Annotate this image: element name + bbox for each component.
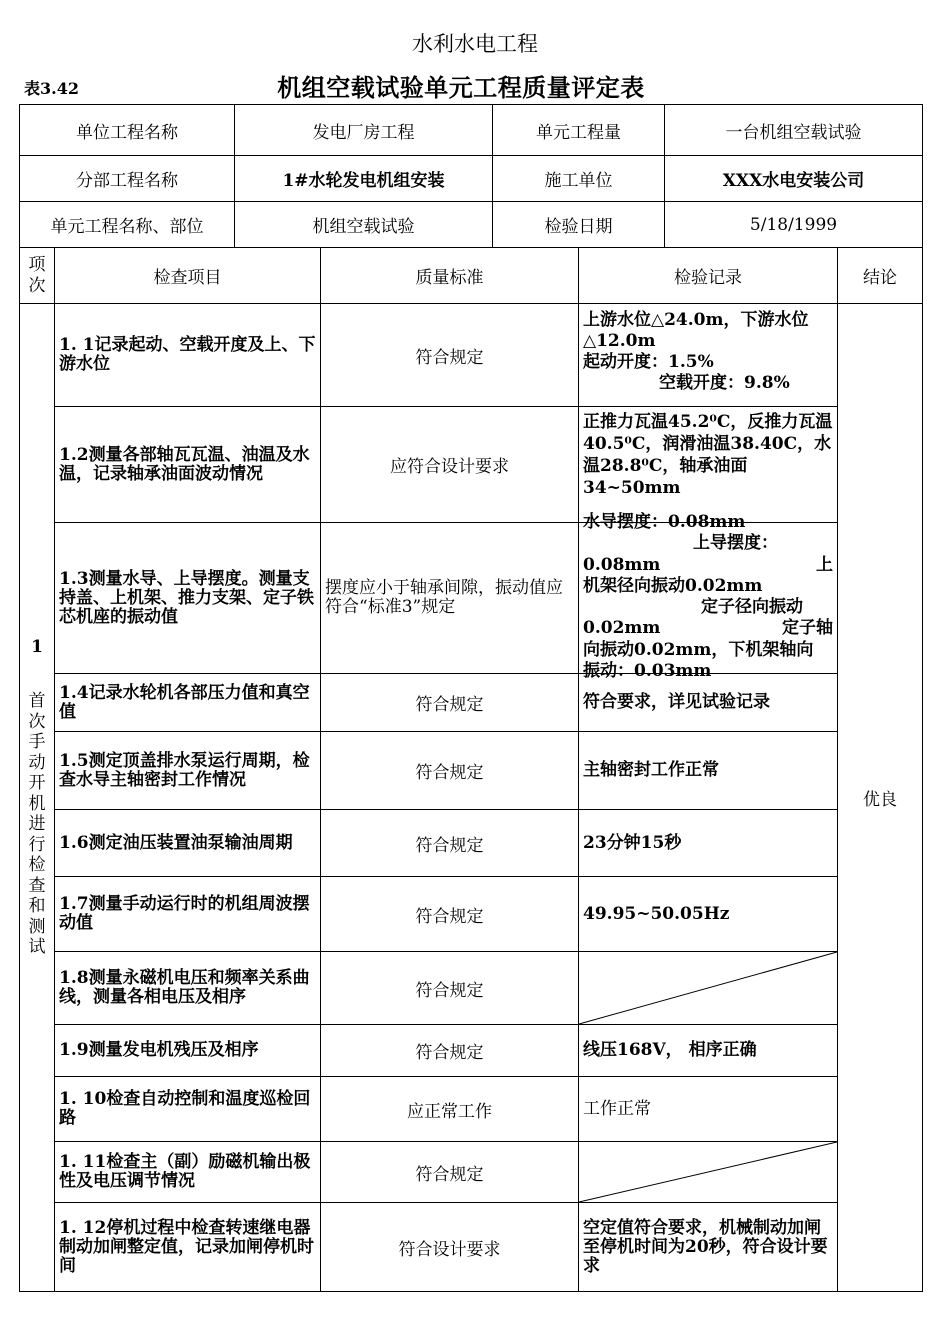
group-number: 1: [31, 637, 43, 658]
col-seq-header: 项次: [20, 248, 55, 304]
standard-cell: 符合规定: [321, 674, 579, 732]
table-row: [20, 1077, 923, 1142]
record-cell: 主轴密封工作正常: [579, 732, 838, 810]
record-cell: 符合要求，详见试验记录: [579, 674, 838, 732]
date-label: 检验日期: [493, 202, 665, 248]
standard-cell: 符合规定: [321, 877, 579, 952]
sub-project-value: 1#水轮发电机组安装: [235, 156, 493, 202]
element-value: 机组空载试验: [235, 202, 493, 248]
col-conclusion-header: 结论: [838, 248, 923, 304]
item-cell: 1.3测量水导、上导摆度。测量支持盖、上机架、推力支架、定子铁芯机座的振动值: [55, 523, 321, 674]
item-cell: 1.4记录水轮机各部压力值和真空值: [55, 674, 321, 732]
item-cell: 1.9测量发电机残压及相序: [55, 1025, 321, 1077]
group-cell: [20, 304, 55, 1292]
conclusion-cell: 优良: [838, 304, 923, 1292]
standard-cell: 符合规定: [321, 1025, 579, 1077]
diagonal-slash: [579, 952, 837, 1024]
table-row: [20, 1203, 923, 1292]
page-title: 机组空载试验单元工程质量评定表: [277, 73, 645, 102]
record-cell: 23分钟15秒: [579, 810, 838, 877]
table-row: [20, 1142, 923, 1203]
sub-project-label: 分部工程名称: [20, 156, 235, 202]
item-cell: 1.6测定油压装置油泵输油周期: [55, 810, 321, 877]
inspection-table: [19, 247, 923, 1292]
item-cell: 1.2测量各部轴瓦瓦温、油温及水温，记录轴承油面波动情况: [55, 407, 321, 523]
col-standard-header: 质量标准: [321, 248, 579, 304]
table-row: [20, 407, 923, 523]
item-cell: 1. 12停机过程中检查转速继电器制动加闸整定值，记录加闸停机时间: [55, 1203, 321, 1292]
standard-cell: 符合规定: [321, 952, 579, 1025]
group-name: 首次手动开机进行检查和测试: [28, 691, 46, 958]
date-value: 5/18/1999: [665, 202, 923, 248]
item-cell: 1.8测量永磁机电压和频率关系曲线，测量各相电压及相序: [55, 952, 321, 1025]
record-cell: 线压168V， 相序正确: [579, 1025, 838, 1077]
table-number: 表3.42: [24, 79, 79, 98]
unit-project-label: 单位工程名称: [20, 105, 235, 156]
column-header-row: [20, 248, 923, 304]
contractor-value: XXX水电安装公司: [665, 156, 923, 202]
header-info-table: [19, 104, 923, 248]
record-cell-empty: [579, 952, 838, 1025]
contractor-label: 施工单位: [493, 156, 665, 202]
diagonal-slash: [579, 1142, 837, 1202]
unit-project-value: 发电厂房工程: [235, 105, 493, 156]
table-row: [20, 810, 923, 877]
standard-cell: 符合规定: [321, 732, 579, 810]
standard-cell: 符合规定: [321, 810, 579, 877]
record-cell-empty: [579, 1142, 838, 1203]
table-row: [20, 732, 923, 810]
standard-cell: 摆度应小于轴承间隙，振动值应符合“标准3”规定: [321, 523, 579, 674]
col-record-header: 检验记录: [579, 248, 838, 304]
table-row: [20, 523, 923, 674]
col-item-header: 检查项目: [55, 248, 321, 304]
record-cell: 49.95~50.05Hz: [579, 877, 838, 952]
standard-cell: 应正常工作: [321, 1077, 579, 1142]
record-cell: 正推力瓦温45.2⁰C，反推力瓦温40.5⁰C，润滑油温38.40C，水温28.8⁰C，轴承油面34~50mm: [579, 407, 838, 523]
table-row: [20, 877, 923, 952]
table-row: [20, 304, 923, 407]
element-label: 单元工程名称、部位: [20, 202, 235, 248]
item-cell: 1. 10检查自动控制和温度巡检回路: [55, 1077, 321, 1142]
unit-amount-label: 单元工程量: [493, 105, 665, 156]
standard-cell: 符合设计要求: [321, 1203, 579, 1292]
standard-cell: 符合规定: [321, 304, 579, 407]
item-cell: 1. 1记录起动、空载开度及上、下游水位: [55, 304, 321, 407]
unit-amount-value: 一台机组空载试验: [665, 105, 923, 156]
item-cell: 1. 11检查主（副）励磁机输出极性及电压调节情况: [55, 1142, 321, 1203]
item-cell: 1.5测定顶盖排水泵运行周期，检查水导主轴密封工作情况: [55, 732, 321, 810]
record-cell: 上游水位△24.0m，下游水位△12.0m 起动开度：1.5% 空载开度：9.8%: [579, 304, 838, 407]
table-row: [20, 1025, 923, 1077]
table-row: [20, 952, 923, 1025]
record-cell: 空定值符合要求，机械制动加闸至停机时间为20秒，符合设计要求: [579, 1203, 838, 1292]
standard-cell: 符合规定: [321, 1142, 579, 1203]
org-heading: 水利水电工程: [412, 32, 538, 56]
record-cell: 工作正常: [579, 1077, 838, 1142]
item-cell: 1.7测量手动运行时的机组周波摆动值: [55, 877, 321, 952]
standard-cell: 应符合设计要求: [321, 407, 579, 523]
record-cell: 水导摆度：0.08mm 上导摆度： 0.08mm 上 机架径向振动0.02mm 定子径向振动 0.02mm 定子轴 向振动0.02mm，下机架轴向 振动：0.03mm: [579, 523, 838, 674]
